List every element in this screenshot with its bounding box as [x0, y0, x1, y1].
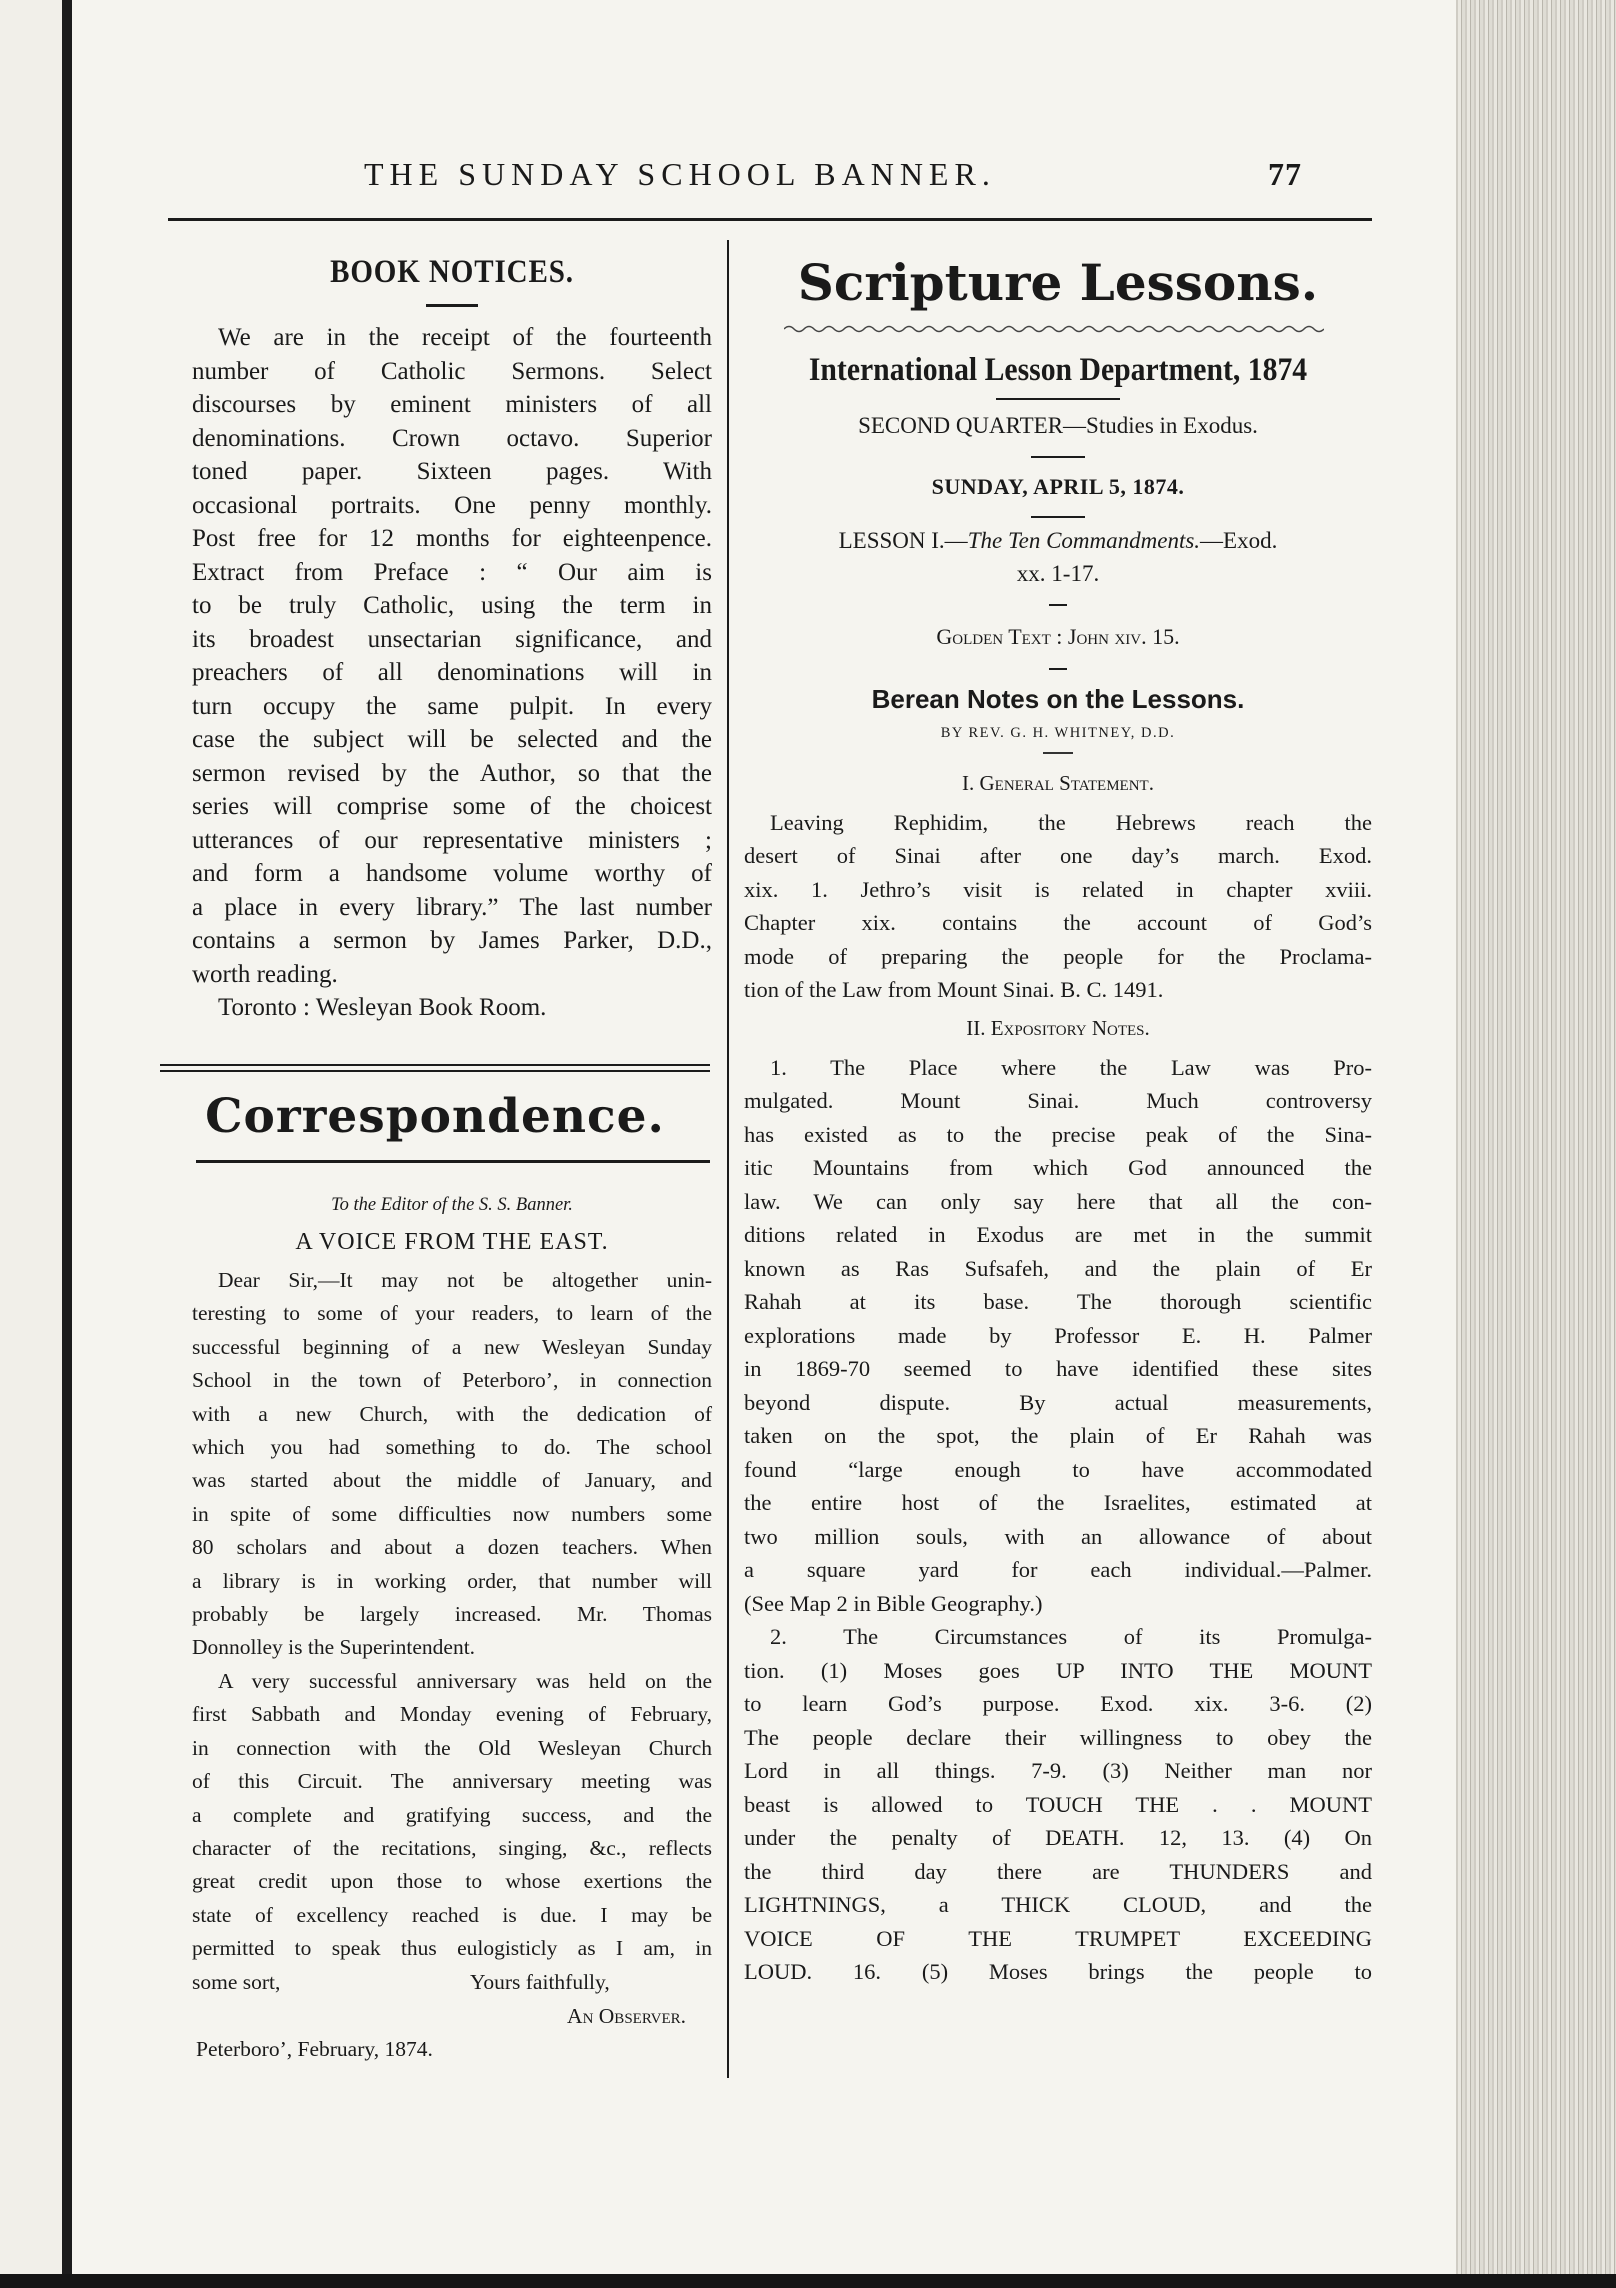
berean-author: BY REV. G. H. WHITNEY, D.D.	[940, 725, 1176, 741]
text-line: in spite of some difficulties now numbers some	[192, 1501, 712, 1526]
scripture-lessons-heading: Scripture Lessons.	[797, 253, 1319, 312]
text-line: a square yard for each individual.—Palmer.	[744, 1557, 1372, 1582]
text-line: LOUD. 16. (5) Moses brings the people to	[744, 1959, 1372, 1984]
text-line: of this Circuit. The anniversary meeting was	[192, 1769, 712, 1794]
text-line: a library is in working order, that number will	[192, 1568, 712, 1593]
text-line: its broadest unsectarian significance, and	[192, 625, 712, 653]
text-line: teresting to some of your readers, to learn of the	[192, 1301, 712, 1326]
rule	[1043, 752, 1073, 754]
lesson-line	[744, 524, 1372, 558]
book-gutter	[62, 0, 72, 2288]
book-page	[72, 0, 1456, 2274]
general-statement-heading: I. General Statement.	[962, 770, 1154, 795]
expository-text	[744, 1051, 1372, 1587]
text-line: Chapter xix. contains the account of God’s	[744, 910, 1372, 935]
text-line: School in the town of Peterboro’, in connection	[192, 1368, 712, 1393]
text-line: series will comprise some of the choicest	[192, 793, 712, 820]
circumstances-text	[744, 1620, 1372, 1989]
text-line: to learn God’s purpose. Exod. xix. 3-6. (2)	[744, 1691, 1372, 1716]
lesson-title: The Ten Commandments.	[967, 528, 1201, 553]
double-rule-top	[160, 1064, 710, 1066]
text-line: contains a sermon by James Parker, D.D.,	[192, 927, 712, 954]
text-line: explorations made by Professor E. H. Palmer	[744, 1322, 1372, 1348]
text-line: turn occupy the same pulpit. In every	[192, 692, 712, 720]
text-line: Dear Sir,—It may not be altogether unin-	[218, 1268, 712, 1292]
text-line: VOICE OF THE TRUMPET EXCEEDING	[744, 1925, 1372, 1951]
text-line: the entire host of the Israelites, estimated at	[744, 1490, 1372, 1515]
text-line: 80 scholars and about a dozen teachers. When	[192, 1535, 712, 1560]
expository-heading: II. Expository Notes.	[966, 1015, 1150, 1040]
text-line: in connection with the Old Wesleyan Church	[192, 1735, 712, 1760]
lesson-ref-2: xx. 1-17.	[1016, 561, 1100, 586]
letter-title: A VOICE FROM THE EAST.	[295, 1229, 609, 1255]
book-notices-heading: BOOK NOTICES.	[330, 254, 574, 290]
wavy-rule	[784, 322, 1324, 336]
text-line: which you had something to do. The school	[192, 1435, 712, 1460]
text-line: permitted to speak thus eulogisticly as I am, in	[192, 1936, 712, 1961]
text-line: itic Mountains from which God announced the	[744, 1155, 1372, 1180]
text-line: was started about the middle of January, and	[192, 1468, 712, 1493]
text-line: sermon revised by the Author, so that the	[192, 759, 712, 787]
general-statement-text	[744, 806, 1372, 974]
text-line: Extract from Preface : “ Our aim is	[192, 558, 712, 586]
text-line: taken on the spot, the plain of Er Rahah was	[744, 1423, 1372, 1448]
department-heading: International Lesson Department, 1874	[808, 352, 1308, 388]
book-notices-last-line: worth reading.	[192, 960, 338, 988]
toronto-line: Toronto : Wesleyan Book Room.	[218, 994, 547, 1021]
text-line: beast is allowed to TOUCH THE . . MOUNT	[744, 1791, 1372, 1817]
lesson-label: LESSON I.—	[838, 528, 968, 553]
text-line: number of Catholic Sermons. Select	[192, 357, 712, 385]
text-line: great credit upon those to whose exertions the	[192, 1869, 712, 1894]
dateline: Peterboro’, February, 1874.	[196, 2036, 433, 2061]
text-line: state of excellency reached is due. I may be	[192, 1902, 712, 1927]
text-line: probably be largely increased. Mr. Thomas	[192, 1602, 712, 1627]
header-rule	[168, 218, 1372, 221]
correspondence-heading: Correspondence.	[205, 1089, 665, 1144]
text-line: A very successful anniversary was held on the	[218, 1668, 712, 1693]
text-line: utterances of our representative ministers ;	[192, 826, 712, 854]
text-line: tion. (1) Moses goes UP INTO THE MOUNT	[744, 1657, 1372, 1683]
text-line: a place in every library.” The last number	[192, 893, 712, 921]
text-line: 2. The Circumstances of its Promulga-	[770, 1624, 1372, 1649]
berean-heading: Berean Notes on the Lessons.	[871, 684, 1245, 714]
signature: An Observer.	[567, 2003, 686, 2028]
text-line: in 1869-70 seemed to have identified these sites	[744, 1356, 1372, 1381]
text-line: We are in the receipt of the fourteenth	[218, 324, 712, 351]
facing-page-edge	[0, 0, 62, 2288]
text-line: Rahah at its base. The thorough scientific	[744, 1289, 1372, 1314]
book-notices-text	[192, 321, 712, 958]
sunday-date: SUNDAY, APRIL 5, 1874.	[931, 474, 1185, 499]
text-line: beyond dispute. By actual measurements,	[744, 1389, 1372, 1415]
text-line: character of the recitations, singing, &c., reflects	[192, 1835, 712, 1860]
text-line: case the subject will be selected and the	[192, 726, 712, 753]
rule	[1031, 516, 1085, 518]
text-line: and form a handsome volume worthy of	[192, 860, 712, 887]
text-line: mulgated. Mount Sinai. Much controversy	[744, 1088, 1372, 1113]
yours-faithfully: Yours faithfully,	[470, 1969, 610, 1994]
text-line: successful beginning of a new Wesleyan Sunday	[192, 1334, 712, 1359]
text-line: two million souls, with an allowance of about	[744, 1523, 1372, 1549]
text-line: first Sabbath and Monday evening of February,	[192, 1702, 712, 1727]
rule	[996, 398, 1120, 400]
to-editor-line: To the Editor of the S. S. Banner.	[331, 1195, 573, 1215]
text-line: toned paper. Sixteen pages. With	[192, 458, 712, 485]
text-line: The people declare their willingness to obey the	[744, 1724, 1372, 1750]
text-line: under the penalty of DEATH. 12, 13. (4) On	[744, 1825, 1372, 1850]
text-line: desert of Sinai after one day’s march. Exod.	[744, 843, 1372, 868]
correspondence-rule	[196, 1160, 710, 1163]
text-line: denominations. Crown octavo. Superior	[192, 424, 712, 452]
lesson-ref: —Exod.	[1200, 528, 1278, 553]
text-line: known as Ras Sufsafeh, and the plain of Er	[744, 1255, 1372, 1281]
short-rule	[426, 304, 478, 307]
text-line: occasional portraits. One penny monthly.	[192, 491, 712, 519]
right-column	[744, 248, 1372, 1989]
quarter-line: SECOND QUARTER—Studies in Exodus.	[858, 413, 1258, 438]
text-line: has existed as to the precise peak of the Sina-	[744, 1121, 1372, 1147]
expository-last: (See Map 2 in Bible Geography.)	[744, 1590, 1043, 1616]
double-rule-bottom	[160, 1070, 710, 1072]
closing-line	[192, 1966, 712, 2000]
text-line: found “large enough to have accommodated	[744, 1456, 1372, 1482]
letter-paragraph-2	[192, 1665, 712, 1966]
letter-paragraph-1	[192, 1264, 712, 1631]
text-line: Lord in all things. 7-9. (3) Neither man nor	[744, 1758, 1372, 1783]
text-line: 1. The Place where the Law was Pro-	[770, 1054, 1372, 1080]
text-line: a complete and gratifying success, and the	[192, 1802, 712, 1827]
text-line: the third day there are THUNDERS and	[744, 1858, 1372, 1884]
text-line: with a new Church, with the dedication of	[192, 1401, 712, 1426]
column-divider	[727, 240, 729, 2078]
left-column	[192, 250, 712, 1025]
page-number: 77	[1268, 156, 1302, 192]
text-line: preachers of all denominations will in	[192, 659, 712, 686]
rule	[1049, 604, 1067, 606]
some-sort: some sort,	[192, 1969, 281, 1994]
rule	[1049, 668, 1067, 670]
running-title: THE SUNDAY SCHOOL BANNER.	[364, 156, 996, 192]
letter-paragraph-1-last: Donnolley is the Superintendent.	[192, 1635, 476, 1660]
text-line: law. We can only say here that all the con-	[744, 1188, 1372, 1214]
text-line: LIGHTNINGS, a THICK CLOUD, and the	[744, 1892, 1372, 1917]
general-statement-last: tion of the Law from Mount Sinai. B. C. 1491.	[744, 977, 1164, 1002]
page-stack-edges	[1456, 0, 1616, 2288]
letter	[192, 1190, 712, 2066]
rule	[1031, 456, 1085, 458]
text-line: xix. 1. Jethro’s visit is related in chapter xviii.	[744, 876, 1372, 902]
text-line: to be truly Catholic, using the term in	[192, 592, 712, 619]
text-line: mode of preparing the people for the Proclama-	[744, 943, 1372, 969]
text-line: Leaving Rephidim, the Hebrews reach the	[770, 809, 1372, 835]
correspondence-section	[160, 1082, 710, 1163]
golden-text: Golden Text : John xiv. 15.	[936, 624, 1180, 649]
text-line: discourses by eminent ministers of all	[192, 391, 712, 418]
bottom-shadow	[0, 2274, 1616, 2288]
text-line: Post free for 12 months for eighteenpence.	[192, 525, 712, 552]
text-line: ditions related in Exodus are met in the summit	[744, 1222, 1372, 1247]
